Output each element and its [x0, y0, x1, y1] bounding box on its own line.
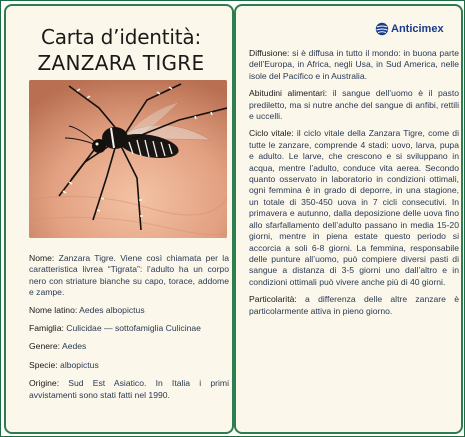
mosquito-photo [29, 80, 227, 238]
genere-text: Aedes [60, 341, 87, 352]
particolarita-text: a differenza delle altre zanzare è particolarmente attiva in pieno giorno. [249, 294, 459, 316]
mosquito-illustration [29, 80, 227, 238]
left-text-block [29, 253, 229, 407]
diffusione-paragraph [249, 48, 459, 82]
abitudini-text: il sangue dell’uomo è il pasto prediletto, ma si nutre anche del sangue di anfibi, rettili e uccelli. [249, 88, 460, 122]
latino-label: Nome latino: [29, 304, 78, 315]
title-line-1: Carta d’identità: [40, 25, 202, 49]
specie-text: albopictus [57, 359, 99, 370]
genere-label: Genere: [29, 341, 61, 352]
ciclo-label: Ciclo vitale: [249, 128, 294, 139]
title-line-2: ZANZARA TIGRE [37, 51, 205, 75]
specie-paragraph [29, 360, 229, 371]
latino-text: Aedes albopictus [77, 304, 145, 315]
nome-label: Nome: [29, 253, 55, 263]
nome-text: Zanzara Tigre. Viene così chiamata per la caratteristica livrea “Tigrata”: l’adulto ha un corpo nero con striature bianche su capo, torace, addome e zampe. [29, 253, 229, 298]
origine-text: Sud Est Asiatico. In Italia i primi avvistamenti sono stati fatti nel 1990. [29, 378, 229, 400]
genere-paragraph [29, 341, 229, 352]
famiglia-paragraph [29, 323, 229, 334]
abitudini-label: Abitudini alimentari: [249, 88, 328, 99]
ciclo-text: il ciclo vitale della Zanzara Tigre, come di tutte le zanzare, comprende 4 stadi: uovo, larva, pupa e adulto. Le larve, che crescono e si sviluppano in acqua, mentre l’adulto, conduce vita aerea. Secondo quanto osservato in laboratorio in condizioni ottimali, ogni femmina è in grado di deporre, in una stagione, un totale di 350-450 uova in 7 cicli consecutivi. In primavera e autunno, dalla deposizione delle uova fino allo sfarfallamento dell’adulto passano in media 15-20 giorni, mentre in piena estate questo periodo si accorcia a soli 6-8 giorni. La femmina, responsabile delle punture all’uomo, può compiere diversi pasti di sangue a distanza di 3-5 giorni uno dall’altro e in condizioni ottimali può vivere anche più di 40 giorni. [249, 128, 459, 287]
anticimex-globe-icon [375, 22, 389, 36]
origine-paragraph [29, 378, 229, 401]
right-text-block [249, 48, 459, 323]
nome-paragraph [29, 253, 229, 299]
diffusione-label: Diffusione: [249, 48, 290, 58]
latino-paragraph [29, 305, 229, 316]
brand-logo [375, 22, 444, 36]
particolarita-label: Particolarità: [249, 294, 297, 305]
specie-label: Specie: [29, 359, 58, 370]
diffusione-text: si è diffusa in tutto il mondo: in buona parte dell’Europa, in Africa, negli Usa, in Sud America, nelle isole del Pacifico e in Australia. [249, 48, 459, 81]
famiglia-text: Culicidae — sottofamiglia Culicinae [63, 323, 201, 334]
particolarita-paragraph [249, 294, 459, 317]
brand-name: Anticimex [391, 23, 444, 35]
origine-label: Origine: [29, 378, 60, 389]
ciclo-paragraph [249, 128, 459, 288]
abitudini-paragraph [249, 88, 459, 122]
famiglia-label: Famiglia: [29, 323, 64, 334]
